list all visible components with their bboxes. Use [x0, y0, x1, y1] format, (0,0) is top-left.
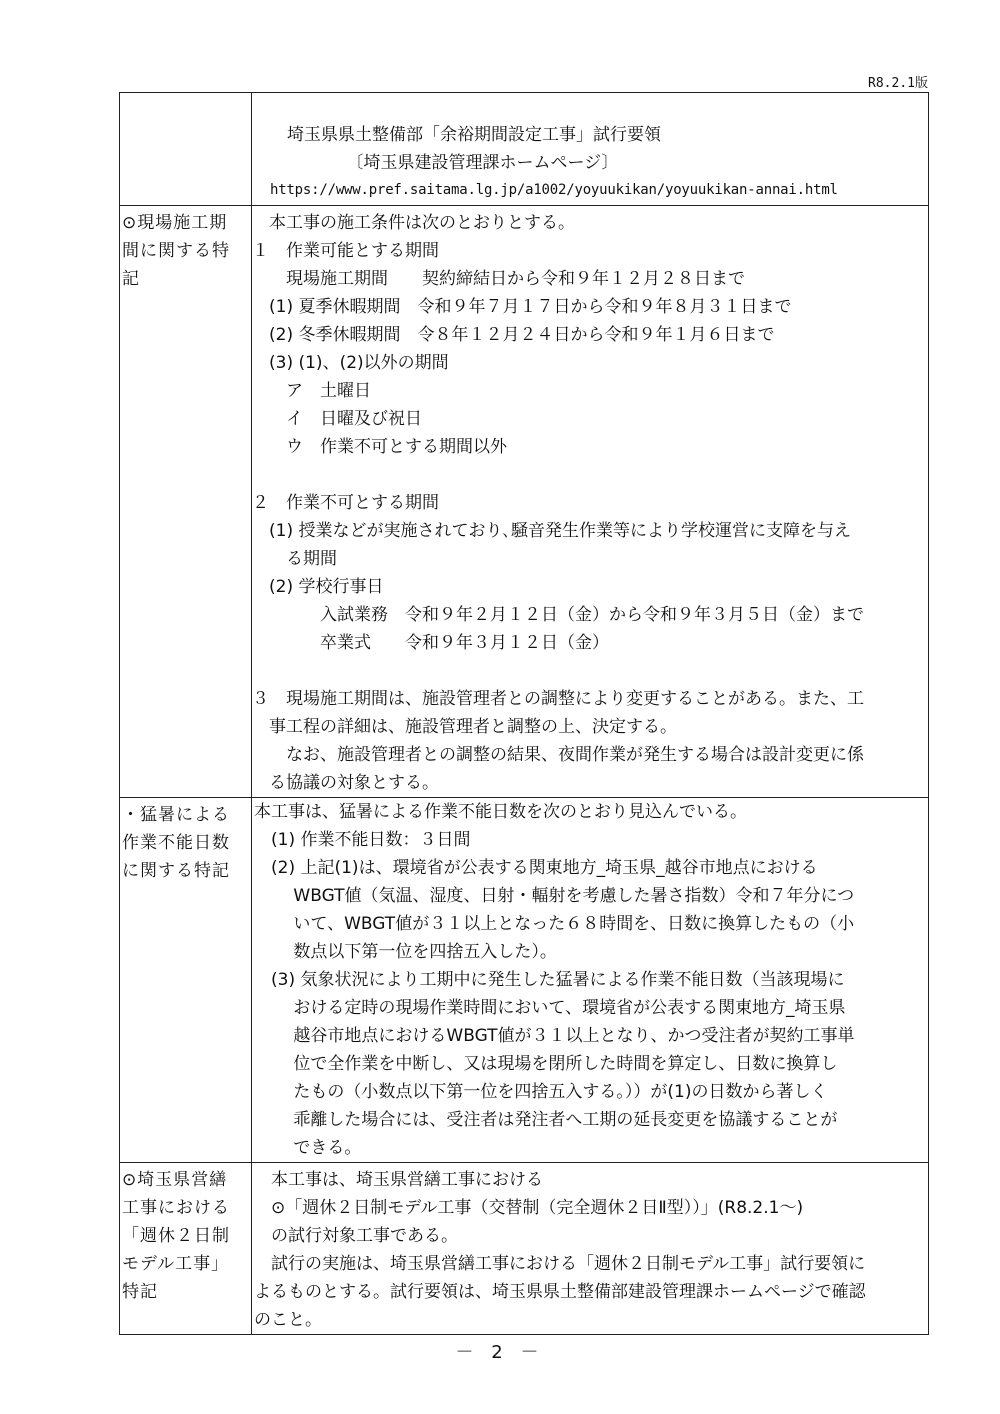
blank-line	[252, 461, 928, 489]
row-label-line: 間に関する特	[122, 241, 230, 261]
table-row-reference	[120, 93, 929, 206]
text-line: 越谷市地点におけるWBGT値が３１以上となり、かつ受注者が契約工事単	[254, 1026, 855, 1046]
text-line: WBGT値（気温、湿度、日射・輻射を考慮した暑さ指数）令和７年分につ	[254, 886, 855, 906]
label-cell-site-period	[120, 206, 252, 798]
text-line: よるものとする。試行要領は、埼玉県県土整備部建設管理課ホームページで確認	[254, 1282, 866, 1302]
content-cell-reference	[252, 93, 929, 206]
text-line: 試行の実施は、埼玉県営繕工事における「週休２日制モデル工事」試行要領に	[254, 1254, 866, 1274]
text-line: る期間	[252, 549, 337, 569]
text-line: (2) 学校行事日	[252, 577, 384, 597]
text-line: (2) 上記(1)は、環境省が公表する関東地方_埼玉県_越谷市地点における	[254, 858, 818, 878]
row-label-line: ⊙埼玉県営繕	[122, 1170, 228, 1190]
text-line: なお、施設管理者との調整の結果、夜間作業が発生する場合は設計変更に係	[252, 745, 864, 765]
text-line: 本工事は、猛暑による作業不能日数を次のとおり見込んでいる。	[254, 802, 747, 822]
text-line: 本工事の施工条件は次のとおりとする。	[252, 213, 575, 233]
text-line: 現場施工期間 契約締結日から令和９年１２月２８日まで	[252, 269, 745, 289]
text-line: １ 作業可能とする期間	[252, 241, 439, 261]
text-line: 卒業式 令和９年３月１２日（金）	[252, 633, 609, 653]
row-label-line: 記	[122, 269, 140, 289]
text-line: できる。	[254, 1138, 362, 1158]
version-label: R8.2.1版	[868, 76, 928, 91]
text-line: ウ 作業不可とする期間以外	[252, 437, 507, 457]
content-cell-heat	[252, 798, 929, 1163]
text-line: (1) 作業不能日数：３日間	[254, 830, 471, 850]
text-line: ３ 現場施工期間は、施設管理者との調整により変更することがある。また、工	[252, 689, 864, 709]
reference-url[interactable]: https://www.pref.saitama.lg.jp/a1002/yoyuukikan/yoyuukikan-annai.html	[270, 182, 838, 198]
text-line: (1) 夏季休暇期間 令和９年７月１７日から令和９年８月３１日まで	[252, 297, 792, 317]
text-line: おける定時の現場作業時間において、環境省が公表する関東地方_埼玉県	[254, 998, 846, 1018]
row-label-line: ・猛暑による	[122, 805, 230, 825]
row-label-line: 作業不能日数	[122, 833, 230, 853]
text-line: の試行対象工事である。	[254, 1226, 458, 1246]
text-line: ⊙「週休２日制モデル工事（交替制（完全週休２日Ⅱ型））」(R8.2.1～)	[254, 1198, 804, 1218]
text-line: たもの（小数点以下第一位を四捨五入する。））が(1)の日数から著しく	[254, 1082, 828, 1102]
content-cell-weekly-holiday	[252, 1163, 929, 1335]
text-line: 入試業務 令和９年２月１２日（金）から令和９年３月５日（金）まで	[252, 605, 864, 625]
row-label-line: 工事における	[122, 1198, 230, 1218]
table-row-site-period	[120, 206, 929, 798]
text-line: 埼玉県県土整備部「余裕期間設定工事」試行要領	[270, 125, 661, 145]
text-line: 事工程の詳細は、施設管理者と調整の上、決定する。	[252, 717, 677, 737]
text-line: る協議の対象とする。	[252, 773, 439, 793]
text-line: 〔埼玉県建設管理課ホームページ〕	[270, 153, 619, 173]
label-cell-empty	[120, 93, 252, 206]
row-label-line: モデル工事」	[122, 1254, 230, 1274]
spec-table	[119, 92, 929, 1335]
table-row-weekly-holiday	[120, 1163, 929, 1335]
text-line: (3) 気象状況により工期中に発生した猛暑による作業不能日数（当該現場に	[254, 970, 845, 990]
content-cell-site-period	[252, 206, 929, 798]
text-line: ２ 作業不可とする期間	[252, 493, 439, 513]
text-line: イ 日曜及び祝日	[252, 409, 422, 429]
text-line: 乖離した場合には、受注者は発注者へ工期の延長変更を協議することが	[254, 1110, 838, 1130]
page-number: － 2 －	[455, 1342, 545, 1363]
row-label-line: 特記	[122, 1282, 158, 1302]
blank-line	[252, 657, 928, 685]
text-line: (2) 冬季休暇期間 令８年１２月２４日から令和９年１月６日まで	[252, 325, 775, 345]
label-cell-heat	[120, 798, 252, 1163]
text-line: 本工事は、埼玉県営繕工事における	[254, 1170, 543, 1190]
text-line: 位で全作業を中断し、又は現場を閉所した時間を算定し、日数に換算し	[254, 1054, 838, 1074]
text-line: いて、WBGT値が３１以上となった６８時間を、日数に換算したもの（小	[254, 914, 855, 934]
table-row-heat	[120, 798, 929, 1163]
label-cell-weekly-holiday	[120, 1163, 252, 1335]
text-line: のこと。	[254, 1310, 322, 1330]
text-line: ア 土曜日	[252, 381, 371, 401]
row-label-line: 「週休２日制	[122, 1226, 230, 1246]
text-line: (3) (1)、(2)以外の期間	[252, 353, 449, 373]
row-label-line: ⊙現場施工期	[122, 213, 228, 233]
text-line: 数点以下第一位を四捨五入した）。	[254, 942, 557, 962]
text-line: (1) 授業などが実施されており､騒音発生作業等により学校運営に支障を与え	[252, 521, 851, 541]
row-label-line: に関する特記	[122, 861, 230, 881]
